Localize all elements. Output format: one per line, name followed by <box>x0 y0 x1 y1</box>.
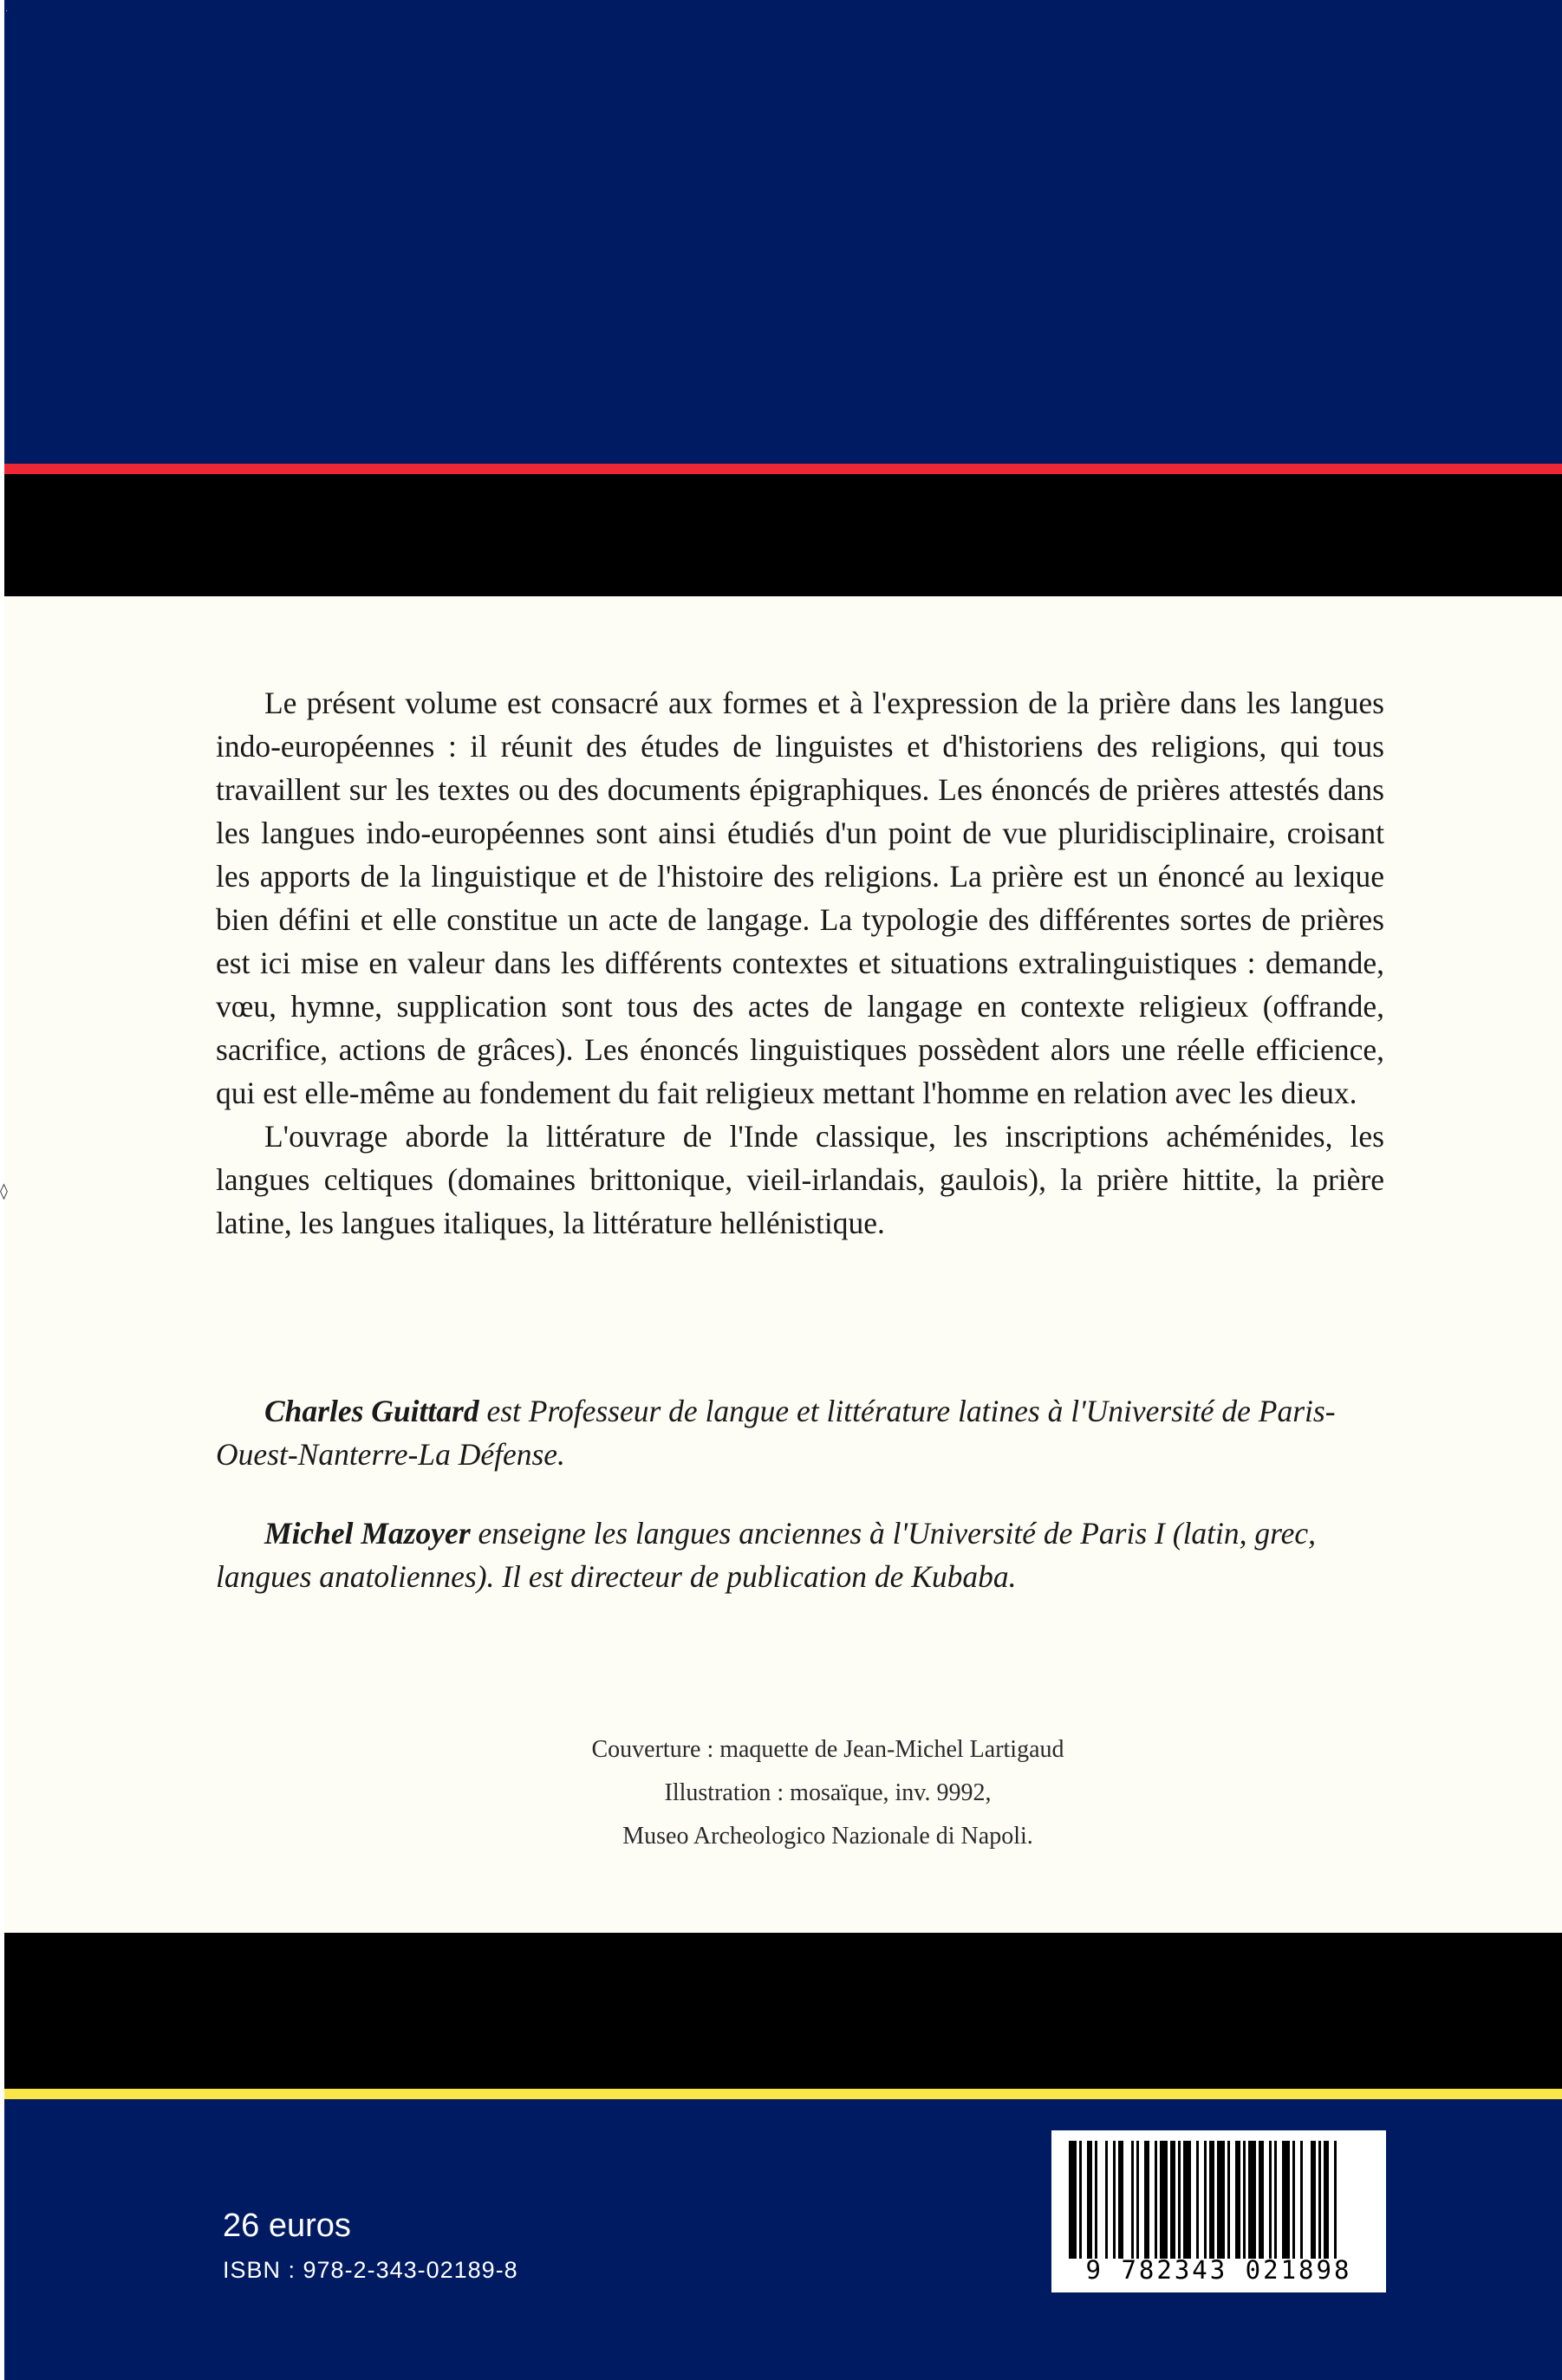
author-name-1: Charles Guittard <box>264 1394 479 1428</box>
back-cover <box>4 0 1562 2380</box>
barcode-bars-icon <box>1069 2141 1369 2259</box>
crop-mark-icon: ◊ <box>0 1182 8 1200</box>
summary-paragraph-2: L'ouvrage aborde la littérature de l'Inde classique, les inscriptions achéménides, les langues celtiques (domaines brittonique, vieil-irlandais, gaulois), la prière hittite, la prière latine, les langues italiques, la littérature hellénistique. <box>216 1119 1384 1240</box>
credit-line-3: Museo Archeologico Nazionale di Napoli. <box>622 1823 1033 1850</box>
price-label: 26 euros <box>223 2208 351 2244</box>
summary-paragraph-1: Le présent volume est consacré aux formes et à l'expression de la prière dans les langues indo-européennes : il réunit des études de linguistes et d'historiens des religions, qui tous travaillent sur les textes ou des documents épigraphiques. Les énoncés de prières attestés dans les langues indo-européennes sont ainsi étudiés d'un point de vue pluridisciplinaire, croisant les apports de la linguistique et de l'histoire des religions. La prière est un énoncé au lexique bien défini et elle constitue un acte de langage. La typologie des différentes sortes de prières est ici mise en valeur dans les différents contextes et situations extralinguistiques : demande, vœu, hymne, supplication sont tous des actes de langage en contexte religieux (offrande, sacrifice, actions de grâces). Les énoncés linguistiques possèdent alors une réelle efficience, qui est elle-même au fondement du fait religieux mettant l'homme en relation avec les dieux. <box>216 686 1384 1110</box>
bottom-black-band <box>4 1933 1562 2089</box>
top-navy-band <box>4 0 1562 464</box>
cover-credits <box>455 1728 1201 1858</box>
top-red-stripe <box>4 464 1562 474</box>
isbn-label: ISBN : 978-2-343-02189-8 <box>223 2257 518 2283</box>
corner-mark-icon: · <box>5 7 9 16</box>
author-bio-2 <box>216 1512 1384 1598</box>
author-name-2: Michel Mazoyer <box>264 1516 471 1551</box>
top-black-band <box>4 474 1562 596</box>
summary-text <box>216 681 1384 1245</box>
barcode <box>1051 2130 1386 2292</box>
author-bio-1 <box>216 1389 1384 1476</box>
bottom-yellow-stripe <box>4 2089 1562 2099</box>
author-description-2: enseigne les langues anciennes à l'Université de Paris I (latin, grec, langues anatoliennes). Il est directeur de publication de Kubaba. <box>216 1516 1317 1594</box>
barcode-digits: 9 782343 021898 <box>1085 2255 1352 2285</box>
author-description-1: est Professeur de langue et littérature latines à l'Université de Paris-Ouest-Nanterre-La Défense. <box>216 1394 1336 1472</box>
credit-line-1: Couverture : maquette de Jean-Michel Lartigaud <box>591 1736 1064 1763</box>
credit-line-2: Illustration : mosaïque, inv. 9992, <box>664 1779 992 1806</box>
